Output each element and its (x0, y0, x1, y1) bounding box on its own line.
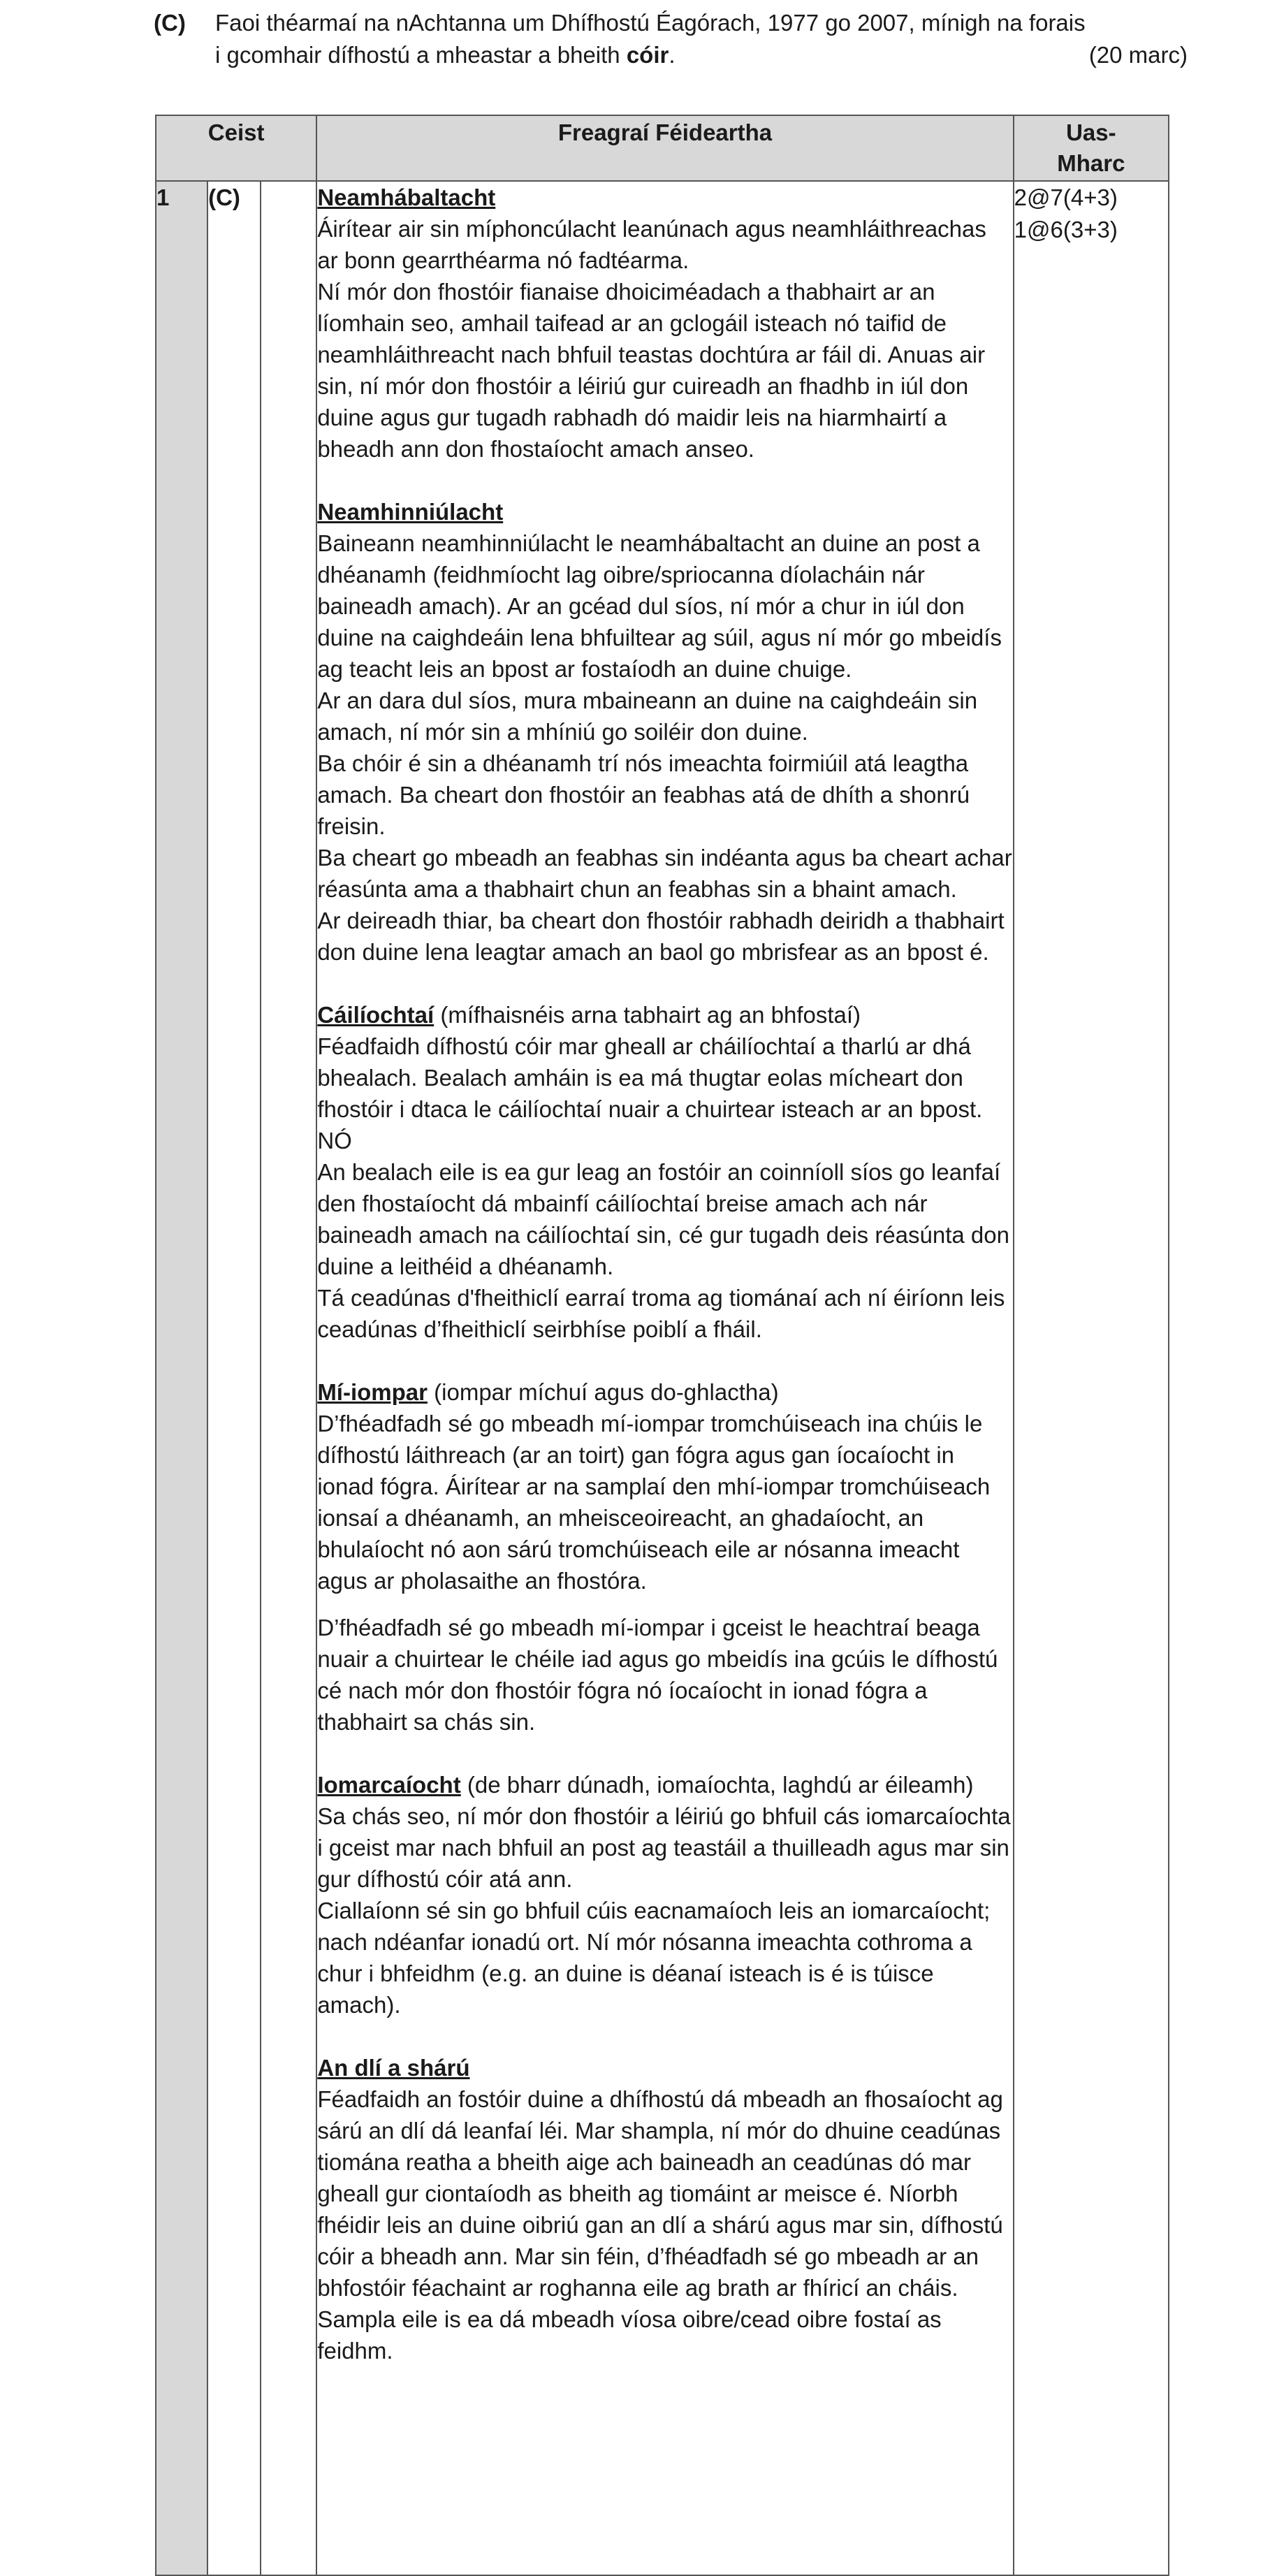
section-heading: Neamhábaltacht (317, 184, 496, 210)
header-ceist: Ceist (156, 115, 316, 181)
mark-allocation-1: 2@7(4+3) (1014, 184, 1118, 210)
header-max-marks (1014, 115, 1169, 181)
section-heading-line (317, 182, 1012, 213)
answers-cell (316, 181, 1013, 2575)
question-text-prefix: i gcomhair dífhostú a mheastar a bheith (215, 42, 627, 68)
mark-allocation-2: 1@6(3+3) (1014, 217, 1118, 242)
section-heading: Neamhinniúlacht (317, 499, 504, 525)
answer-section (317, 1376, 1012, 1596)
marking-scheme-table (155, 115, 1169, 2576)
marks-cell (1014, 181, 1169, 2575)
section-paragraph: Féadfaidh an fostóir duine a dhífhostú dá mbeadh an fhosaíocht ag sárú an dlí dá leanfaí léi. Mar shampla, ní mór do dhuine ceadúnas tiomána reatha a bheith aige ach baineadh an ceadúnas dó mar gheall gur ciontaíodh as bheith ag tiomáint ar meisce é. Níorbh fhéidir leis an duine oibriú gan an dlí a shárú agus mar sin, dífhostú cóir a bheadh ann. Mar sin féin, d’fhéadfadh sé go mbeadh ar an bhfostóir féachaint ar roghanna eile ag brath ar fhíricí an cháis. Sampla eile is ea dá mbeadh víosa oibre/cead oibre fostaí as feidhm. (317, 2086, 1003, 2364)
answer-section (317, 182, 1012, 465)
section-heading-note: (iompar míchuí agus do-ghlactha) (427, 1379, 779, 1405)
header-max-marks-line1: Uas- (1066, 119, 1116, 145)
section-paragraph: Baineann neamhinniúlacht le neamhábaltacht an duine an post a dhéanamh (feidhmíocht lag oibre/spriocanna díolacháin nár baineadh amach). Ar an gcéad dul síos, ní mór a chur in iúl don duine na caighdeáin lena bhfuiltear ag súil, agus ní mór go mbeidís ag teacht leis an bpost ar fostaíodh an duine chuige. (317, 530, 1002, 682)
answer-sections (317, 182, 1012, 2366)
question-part-cell: (C) (207, 181, 261, 2575)
section-paragraph: Tá ceadúnas d'fheithiclí earraí troma ag tiománaí ach ní éiríonn leis ceadúnas d’fheithiclí seirbhíse poiblí a fháil. (317, 1285, 1005, 1342)
header-answers: Freagraí Féideartha (316, 115, 1013, 181)
section-heading-note: (de bharr dúnadh, iomaíochta, laghdú ar éileamh) (460, 1772, 974, 1798)
section-paragraph: An bealach eile is ea gur leag an fostóir an coinníoll síos go leanfaí den fhostaíocht dá mbainfí cáilíochtaí breise amach ach nár baineadh amach na cáilíochtaí sin, cé gur tugadh deis réasúnta don duine a leithéid a dhéanamh. (317, 1159, 1009, 1279)
section-paragraph: D’fhéadfadh sé go mbeadh mí-iompar i gceist le heachtraí beaga nuair a chuirtear le chéile iad agus go mbeidís ina gcúis le dífhostú cé nach mór don fhostóir fógra nó íocaíocht in ionad fógra a thabhairt sa chás sin. (317, 1615, 998, 1735)
question-text-bold: cóir (626, 42, 669, 68)
header-max-marks-line2: Mharc (1057, 150, 1125, 176)
section-paragraph: Ba chóir é sin a dhéanamh trí nós imeachta foirmiúil atá leagtha amach. Ba cheart don fhostóir an feabhas atá de dhíth a shonrú freisin. (317, 750, 970, 839)
section-paragraph: Ar an dara dul síos, mura mbaineann an duine na caighdeáin sin amach, ní mór sin a mhíniú go soiléir don duine. (317, 687, 978, 745)
answer-section (317, 1769, 1012, 2021)
section-heading: Cáilíochtaí (317, 1002, 435, 1028)
section-paragraph: NÓ (317, 1128, 352, 1154)
section-paragraph: Ciallaíonn sé sin go bhfuil cúis eacnamaíoch leis an iomarcaíocht; nach ndéanfar ionadú ort. Ní mór nósanna imeachta cothroma a chur i bhfeidhm (e.g. an duine is déanaí isteach is é is túisce amach). (317, 1898, 991, 2018)
section-heading-line (317, 1376, 1012, 1408)
question-text-line1: Faoi théarmaí na nAchtanna um Dhífhostú Éagórach, 1977 go 2007, mínigh na forais (215, 10, 1086, 36)
question-marks: (20 marc) (1088, 42, 1188, 68)
question-label: (C) (154, 10, 186, 36)
table-header-row (156, 115, 1169, 181)
section-heading: Mí-iompar (317, 1379, 428, 1405)
section-heading: An dlí a shárú (317, 2055, 470, 2081)
section-paragraph: Ní mór don fhostóir fianaise dhoiciméadach a thabhairt ar an líomhain seo, amhail taifead ar an gclogáil isteach nó taifid de neamhláithreacht nach bhfuil teastas dochtúra ar fáil di. Anuas air sin, ní mór don fhostóir a léiriú gur cuireadh an fhadhb in iúl don duine agus gur tugadh rabhadh dó maidir leis na hiarmhairtí a bheadh ann don fhostaíocht amach anseo. (317, 279, 986, 462)
section-paragraph: Ar deireadh thiar, ba cheart don fhostóir rabhadh deiridh a thabhairt don duine lena leagtar amach an baol go mbrisfear as an bpost é. (317, 908, 1005, 965)
table-row (156, 181, 1169, 2575)
question-text-line2 (215, 39, 676, 71)
answer-section (317, 496, 1012, 968)
section-heading: Iomarcaíocht (317, 1772, 461, 1798)
section-paragraph: Áirítear air sin míphoncúlacht leanúnach agus neamhláithreachas ar bonn gearrthéarma nó fadtéarma. (317, 216, 986, 273)
answer-section (317, 2052, 1012, 2366)
section-heading-line (317, 2052, 1012, 2083)
section-paragraph: Féadfaidh dífhostú cóir mar gheall ar cháilíochtaí a tharlú ar dhá bhealach. Bealach amháin is ea má thugtar eolas mícheart don fhostóir i dtaca le cáilíochtaí nuair a chuirtear isteach ar an bpost. (317, 1033, 983, 1122)
section-heading-line (317, 496, 1012, 527)
section-heading-line (317, 999, 1012, 1031)
section-paragraph: Sa chás seo, ní mór don fhostóir a léiriú go bhfuil cás iomarcaíochta i gceist mar nach bhfuil an post ag teastáil a thuilleadh agus mar sin gur dífhostú cóir atá ann. (317, 1803, 1011, 1892)
question-number-cell: 1 (156, 181, 207, 2575)
blank-cell (261, 181, 316, 2575)
answer-section (317, 999, 1012, 1345)
section-heading-line (317, 1769, 1012, 1800)
answer-section (317, 1612, 1012, 1738)
section-paragraph: Ba cheart go mbeadh an feabhas sin indéanta agus ba cheart achar réasúnta ama a thabhairt chun an feabhas sin a bhaint amach. (317, 845, 1012, 902)
section-heading-note: (mífhaisnéis arna tabhairt ag an bhfostaí) (434, 1002, 861, 1028)
question-text-suffix: . (669, 42, 676, 68)
section-paragraph: D’fhéadfadh sé go mbeadh mí-iompar tromchúiseach ina chúis le dífhostú láithreach (ar an toirt) gan fógra agus gan íocaíocht in ionad fógra. Áirítear ar na samplaí den mhí-iompar tromchúiseach ionsaí a dhéanamh, an mheisceoireacht, an ghadaíocht, an bhulaíocht nó aon sárú tromchúiseach eile ar nósanna imeacht agus ar pholasaithe an fhostóra. (317, 1411, 991, 1594)
